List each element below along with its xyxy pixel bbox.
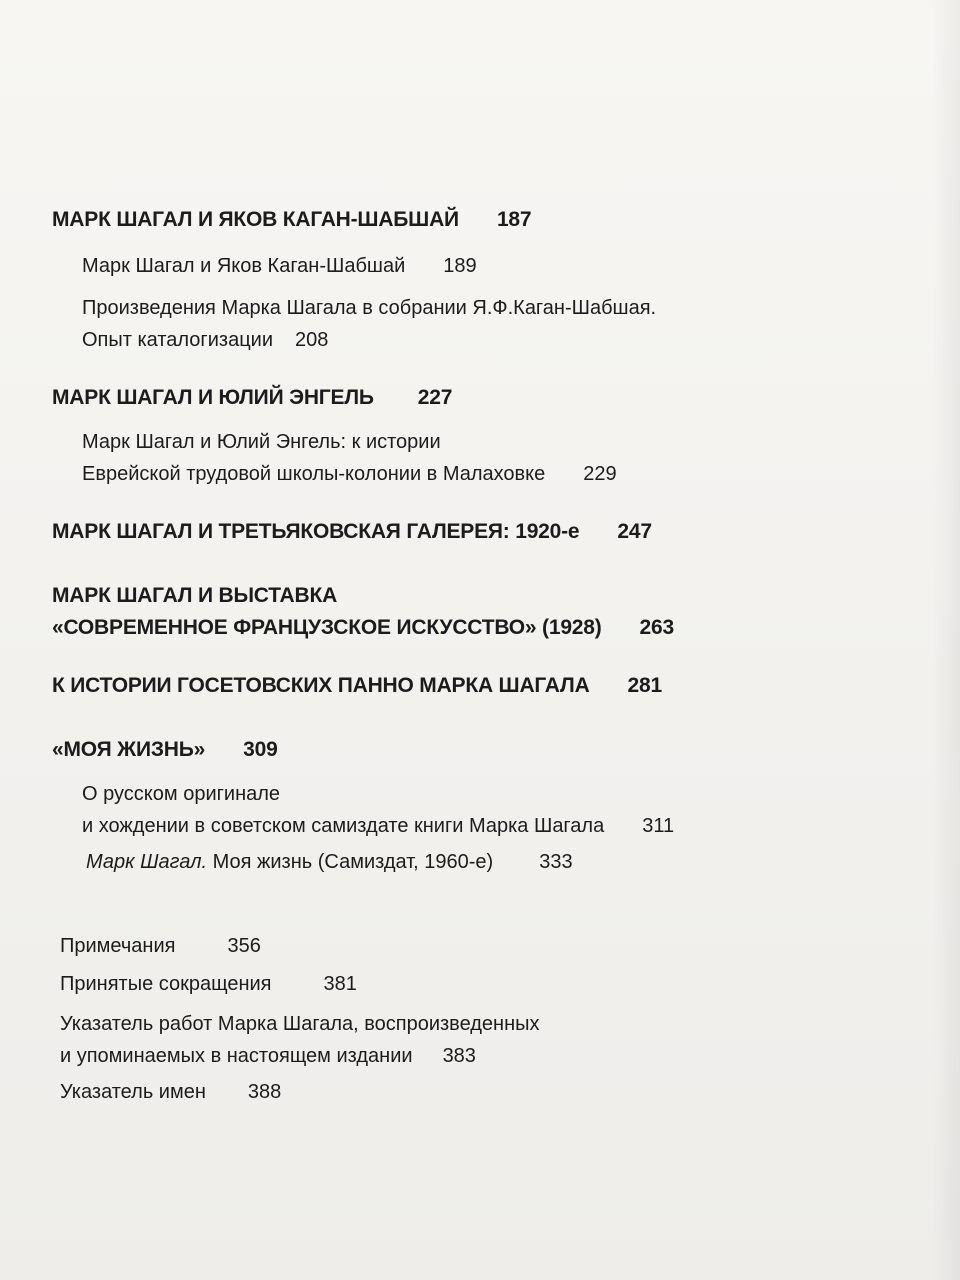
page-number: 333 bbox=[539, 851, 573, 873]
section-title: МАРК ШАГАЛ И ЯКОВ КАГАН-ШАБШАЙ bbox=[52, 208, 459, 231]
section-title-line-1: МАРК ШАГАЛ И ВЫСТАВКА bbox=[52, 584, 338, 607]
toc-backmatter-works-index[interactable] bbox=[60, 1008, 540, 1072]
toc-backmatter-abbreviations[interactable] bbox=[60, 968, 357, 1000]
entry-title-line-2: и хождении в советском самиздате книги Марка Шагала bbox=[82, 815, 605, 837]
toc-entry-malakhovka[interactable] bbox=[82, 426, 617, 490]
page-number: 311 bbox=[642, 815, 675, 837]
toc-backmatter-name-index[interactable] bbox=[60, 1076, 281, 1108]
entry-title: Примечания bbox=[60, 935, 176, 957]
section-title: К ИСТОРИИ ГОСЕТОВСКИХ ПАННО МАРКА ШАГАЛА bbox=[52, 674, 590, 697]
toc-backmatter-notes[interactable] bbox=[60, 930, 261, 962]
entry-title-line-1: Произведения Марка Шагала в собрании Я.Ф.Каган-Шабшая. bbox=[82, 297, 657, 319]
entry-title-line-1: Указатель работ Марка Шагала, воспроизведенных bbox=[60, 1013, 540, 1035]
toc-entry-catalogue[interactable] bbox=[82, 292, 656, 356]
entry-title: Принятые сокращения bbox=[60, 973, 272, 995]
page-number: 247 bbox=[617, 520, 652, 543]
section-title: «МОЯ ЖИЗНЬ» bbox=[52, 738, 206, 761]
page-number: 381 bbox=[323, 973, 357, 995]
section-title: МАРК ШАГАЛ И ЮЛИЙ ЭНГЕЛЬ bbox=[52, 386, 374, 409]
toc-section-engel[interactable] bbox=[52, 382, 452, 414]
entry-title-line-2: Еврейской трудовой школы-колонии в Малаховке bbox=[82, 463, 546, 485]
toc-section-tretyakov[interactable] bbox=[52, 516, 652, 548]
page-number: 388 bbox=[247, 1081, 282, 1103]
entry-title: Указатель имен bbox=[60, 1081, 206, 1103]
page-number: 208 bbox=[295, 329, 329, 351]
page-number: 309 bbox=[243, 738, 278, 761]
entry-author: Марк Шагал. bbox=[86, 851, 208, 873]
entry-title-line-1: Марк Шагал и Юлий Энгель: к истории bbox=[82, 431, 441, 453]
page-number: 263 bbox=[639, 616, 674, 639]
entry-title-line-2: и упоминаемых в настоящем издании bbox=[60, 1045, 413, 1067]
toc-section-kagan-shabshai[interactable] bbox=[52, 204, 531, 236]
page-number: 189 bbox=[443, 255, 477, 277]
toc-entry-samizdat[interactable] bbox=[82, 778, 674, 842]
page-number: 227 bbox=[417, 386, 453, 409]
section-title-line-2: «СОВРЕМЕННОЕ ФРАНЦУЗСКОЕ ИСКУССТВО» (1928) bbox=[52, 616, 602, 639]
entry-title: Марк Шагал и Яков Каган-Шабшай bbox=[82, 255, 406, 277]
entry-title-line-1: О русском оригинале bbox=[82, 783, 281, 805]
toc-entry-my-life-text[interactable] bbox=[86, 846, 573, 878]
page-number: 229 bbox=[583, 463, 617, 485]
section-title: МАРК ШАГАЛ И ТРЕТЬЯКОВСКАЯ ГАЛЕРЕЯ: 1920-е bbox=[52, 520, 580, 543]
toc-section-my-life[interactable] bbox=[52, 734, 278, 766]
toc-section-exhibition[interactable] bbox=[52, 580, 674, 644]
page-number: 383 bbox=[442, 1045, 476, 1067]
page-number: 187 bbox=[496, 208, 532, 231]
page-number: 281 bbox=[627, 674, 662, 697]
page-number: 356 bbox=[227, 935, 261, 957]
entry-title-line-2: Опыт каталогизации bbox=[82, 329, 273, 351]
toc-entry-kagan-shabshai[interactable] bbox=[82, 250, 477, 282]
entry-title: Моя жизнь (Самиздат, 1960-е) bbox=[207, 851, 494, 873]
toc-section-goset-panels[interactable] bbox=[52, 670, 662, 702]
